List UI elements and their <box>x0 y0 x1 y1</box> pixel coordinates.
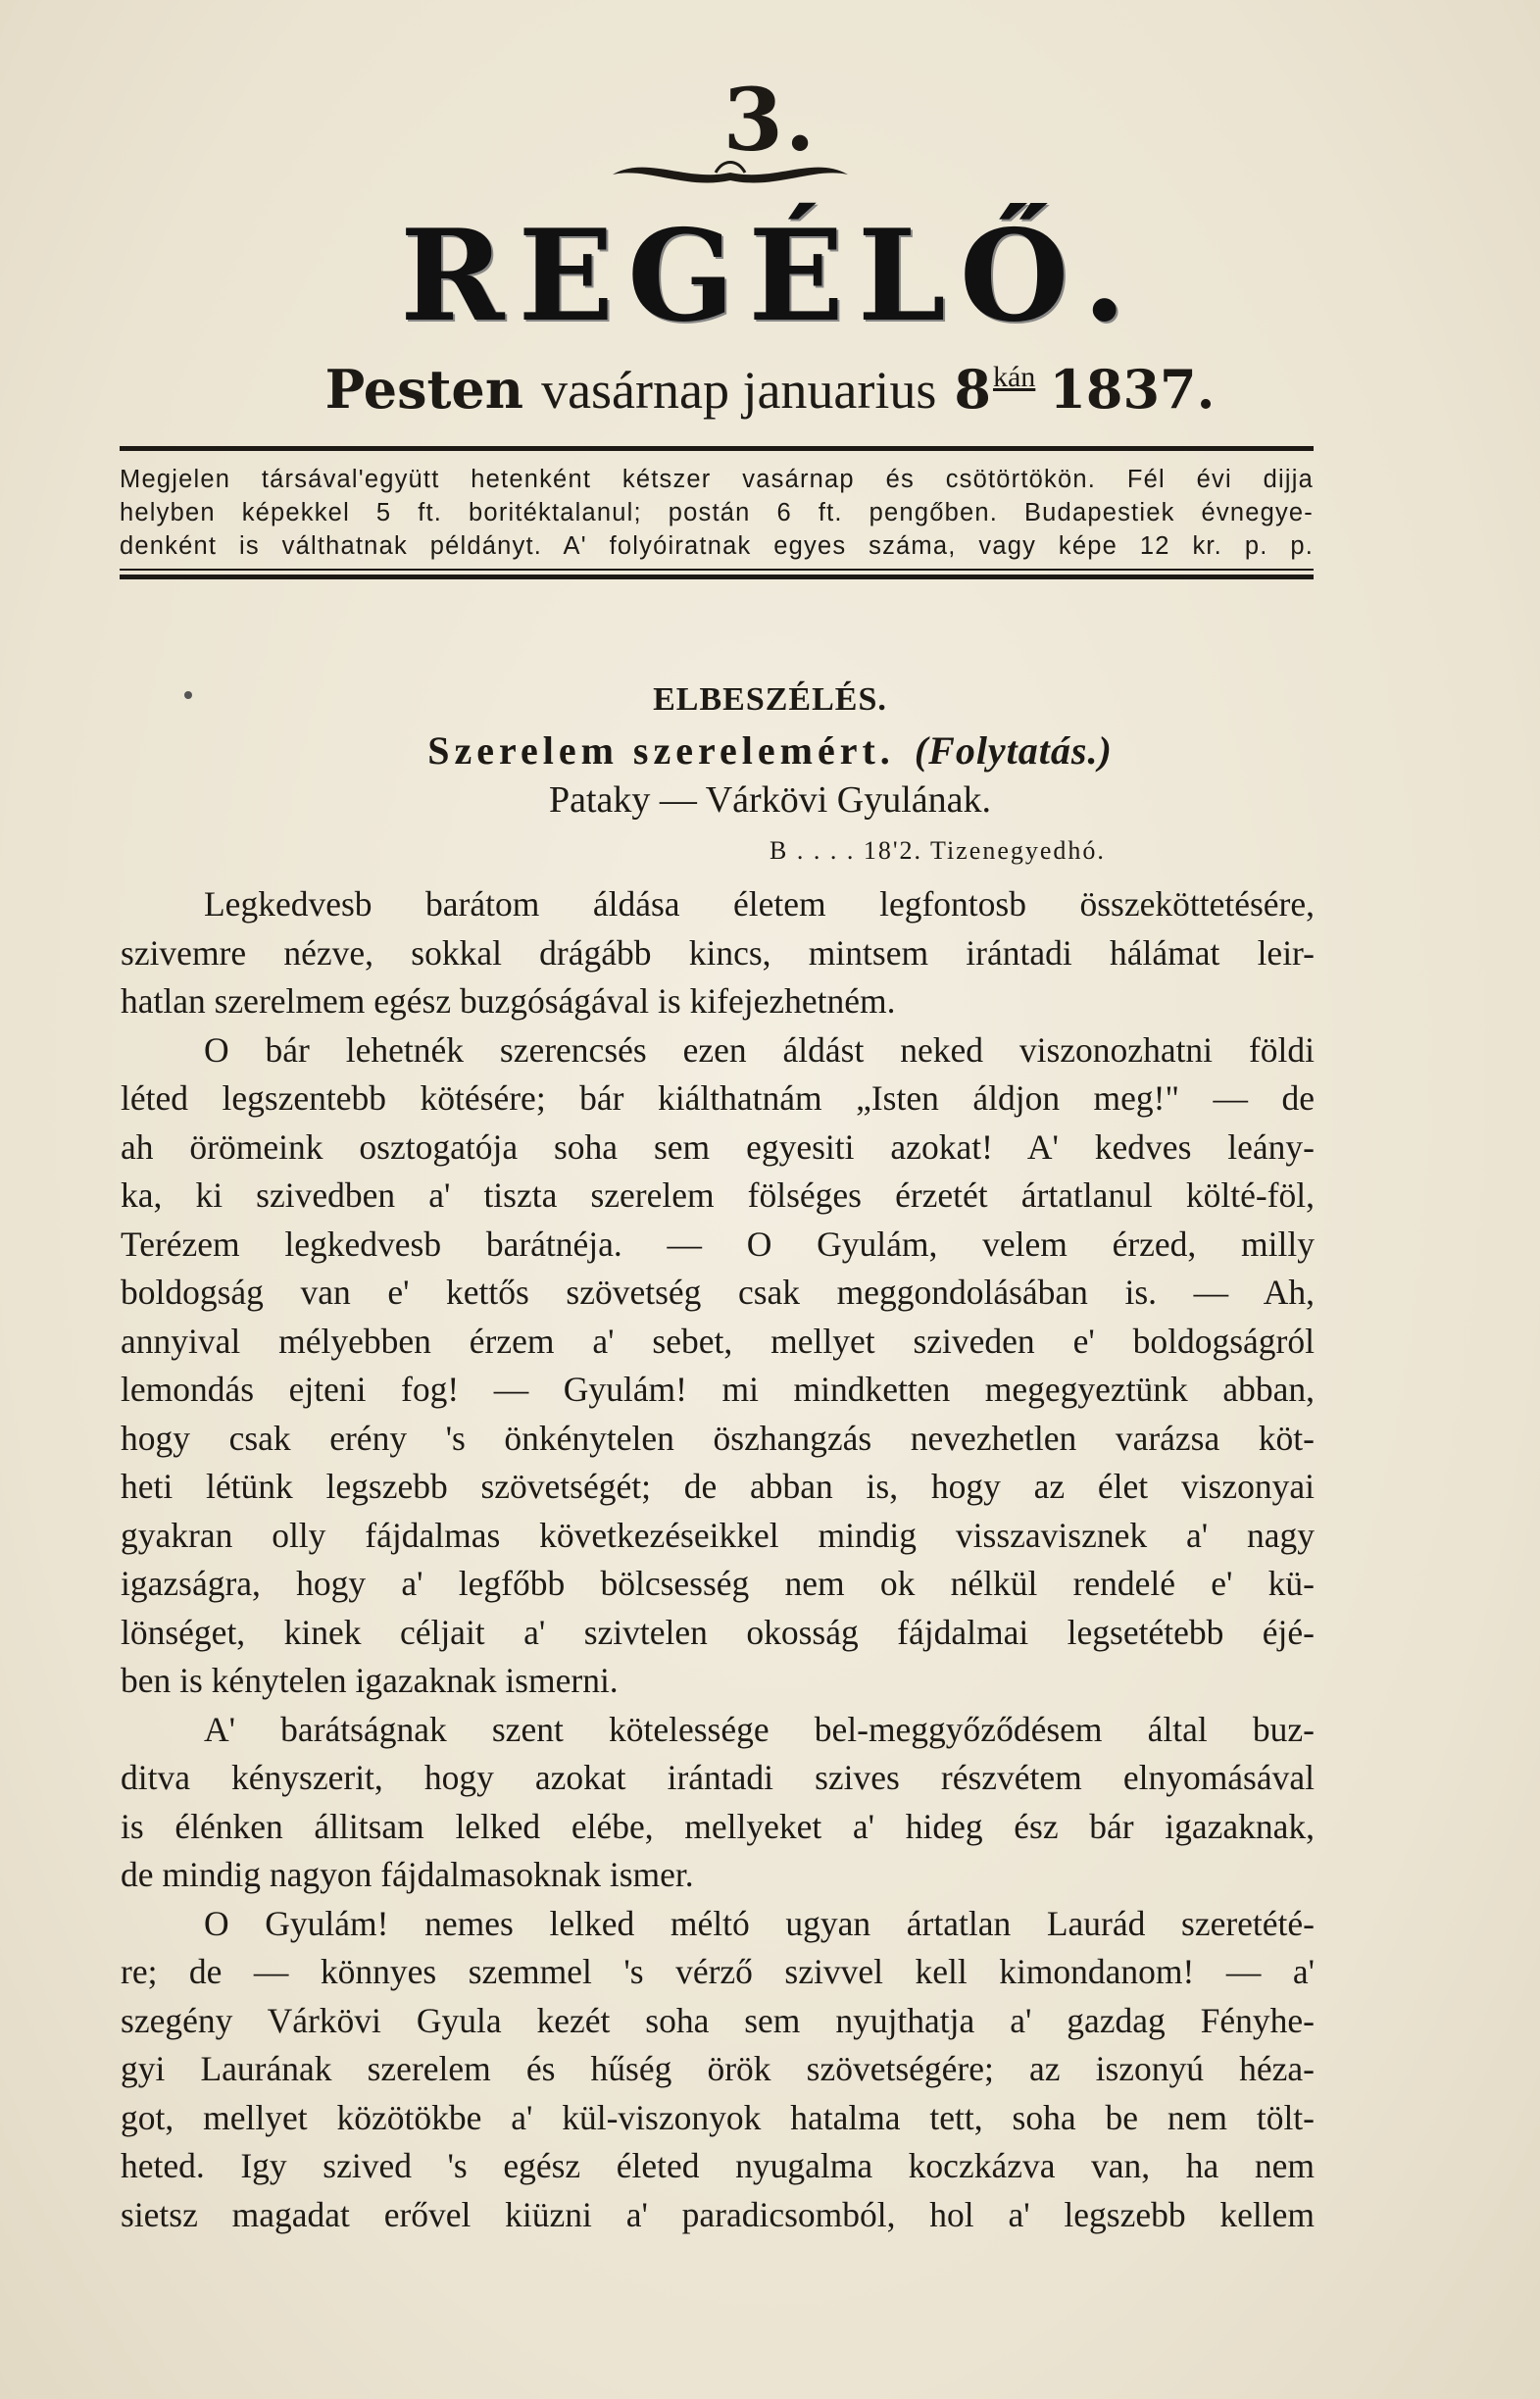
article-subtitle: Pataky — Várkövi Gyulának. <box>549 779 991 821</box>
text-line: is élénken állitsam lelked elébe, mellyeket a' hideg ész bár igazaknak, <box>121 1806 1315 1846</box>
section-heading: ELBESZÉLÉS. <box>653 681 887 718</box>
notice-line: helyben képekkel 5 ft. boritéktalanul; postán 6 ft. pengőben. Budapestiek évnegye- <box>120 499 1314 526</box>
notice-line: Megjelen társával'együtt hetenként kétszer vasárnap és csötörtökön. Fél évi dijja <box>120 466 1314 493</box>
text-line: lönséget, kinek céljait a' szivtelen okosság fájdalmai legsetétebb éjé- <box>121 1612 1315 1652</box>
text-line: gyakran olly fájdalmas következéseikkel mindig visszavisznek a' nagy <box>121 1515 1315 1555</box>
issue-number: 3. <box>722 69 818 171</box>
text-line: igazságra, hogy a' legfőbb bölcsesség nem ok nélkül rendelé e' kü- <box>121 1564 1315 1603</box>
paragraph <box>121 1706 1315 1900</box>
article-title-main: Szerelem szerelemért. <box>427 728 895 773</box>
text-line: szivemre nézve, sokkal drágább kincs, mintsem irántadi hálámat leir- <box>121 932 1315 973</box>
dateline-day-suffix: kán <box>992 361 1036 393</box>
text-line: A' barátságnak szent kötelessége bel-meggyőződésem által buz- <box>204 1709 1315 1749</box>
text-line: ben is kénytelen igazaknak ismerni. <box>121 1661 619 1700</box>
dateline-day-month: vasárnap januarius <box>541 361 937 420</box>
dateline-year: 1837. <box>1049 358 1216 421</box>
text-line: boldogság van e' kettős szövetség csak meggondolásában is. — Ah, <box>121 1273 1315 1312</box>
text-line: re; de — könnyes szemmel 's vérző szivvel kell kimondanom! — a' <box>121 1952 1315 1991</box>
text-line: heti létünk legszebb szövetségét; de abban is, hogy az élet viszonyai <box>121 1467 1315 1506</box>
header-rule-bottom-thin <box>120 569 1314 571</box>
text-line: O Gyulám! nemes lelked méltó ugyan ártatlan Laurád szeretété- <box>204 1903 1315 1943</box>
text-line: ah örömeink osztogatója soha sem egyesiti azokat! A' kedves leány- <box>121 1126 1315 1167</box>
text-line: léted legszentebb kötésére; bár kiálthatnám „Isten áldjon meg!" — de <box>121 1078 1315 1118</box>
text-line: szegény Várkövi Gyula kezét soha sem nyujthatja a' gazdag Fényhe- <box>121 2000 1315 2040</box>
text-line: ditva kényszerit, hogy azokat irántadi szives részvétem elnyomásával <box>121 1758 1315 1797</box>
dateline <box>0 358 1540 421</box>
text-line: got, mellyet közötökbe a' kül-viszonyok hatalma tett, soha be nem tölt- <box>121 2097 1315 2137</box>
text-line: Legkedvesb barátom áldása életem legfontosb összeköttetésére, <box>204 884 1315 924</box>
dateline-city: Pesten <box>324 358 524 421</box>
header-rule-bottom-thick <box>120 575 1314 579</box>
text-line: sietsz magadat erővel kiüzni a' paradicsomból, hol a' legszebb kellem <box>121 2194 1315 2234</box>
text-line: O bár lehetnék szerencsés ezen áldást neked viszonozhatni földi <box>204 1029 1315 1070</box>
article-title <box>0 727 1540 774</box>
paragraph <box>121 1900 1315 2240</box>
text-line: annyival mélyebben érzem a' sebet, mellyet sziveden e' boldogságról <box>121 1321 1315 1361</box>
paragraph <box>121 880 1315 1026</box>
letter-place-date: B . . . . 18'2. Tizenegyedhó. <box>770 836 1106 865</box>
header-rule-top <box>120 446 1314 451</box>
masthead-title: REGÉLŐ. <box>400 203 1140 350</box>
dateline-day-number: 8 <box>954 358 991 421</box>
article-body <box>121 880 1315 2239</box>
text-line: de mindig nagyon fájdalmasoknak ismer. <box>121 1855 694 1894</box>
text-line: lemondás ejteni fog! — Gyulám! mi mindketten megegyeztünk abban, <box>121 1370 1315 1409</box>
subscription-notice <box>120 463 1314 563</box>
text-line: hogy csak erény 's önkénytelen öszhangzás nevezhetlen varázsa köt- <box>121 1418 1315 1458</box>
paragraph <box>121 1026 1315 1706</box>
text-line: hatlan szerelmem egész buzgóságával is kifejezhetném. <box>121 981 896 1021</box>
text-line: ka, ki szivedben a' tiszta szerelem fölséges érzetét ártatlanul költé-föl, <box>121 1175 1315 1215</box>
text-line: gyi Laurának szerelem és hűség örök szövetségére; az iszonyú héza- <box>121 2049 1315 2088</box>
notice-line: denként is válthatnak példányt. A' folyóiratnak egyes száma, vagy képe 12 kr. p. p. <box>120 532 1314 560</box>
article-title-note: (Folytatás.) <box>914 728 1113 773</box>
flourish-ornament <box>608 145 853 189</box>
text-line: Terézem legkedvesb barátnéja. — O Gyulám, velem érzed, milly <box>121 1224 1315 1264</box>
text-line: heted. Igy szived 's egész életed nyugalma koczkázva van, ha nem <box>121 2146 1315 2185</box>
